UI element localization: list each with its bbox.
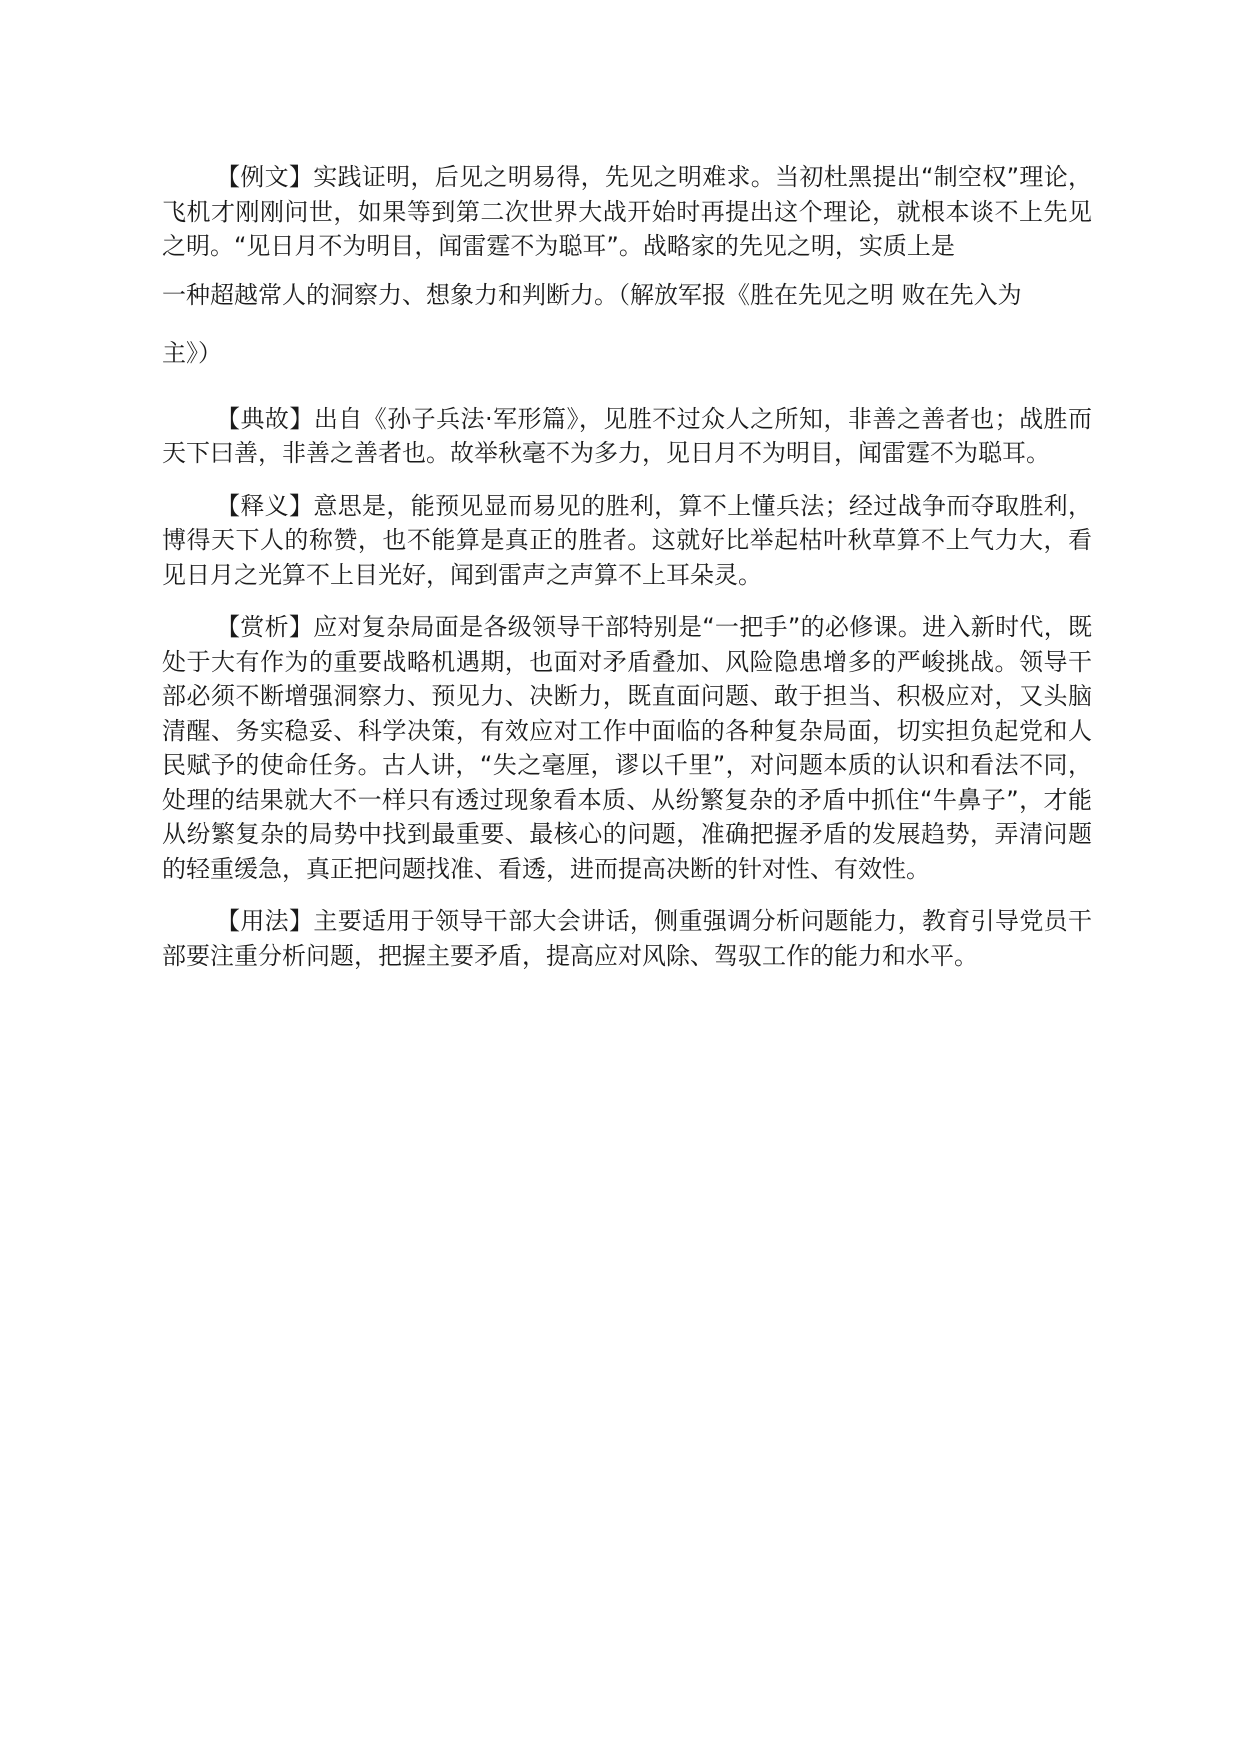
usage-text: 主要适用于领导干部大会讲话，侧重强调分析问题能力，教育引导党员干部要注重分析问题，把握主要矛盾，提高应对风除、驾驭工作的能力和水平。 <box>162 907 1093 970</box>
usage-paragraph <box>162 904 1092 973</box>
example-text-line-3: 主》） <box>162 338 222 367</box>
analysis-paragraph <box>162 610 1092 886</box>
document-page <box>162 160 1092 973</box>
example-text: 实践证明，后见之明易得，先见之明难求。当初杜黑提出“制空权”理论，飞机才刚刚问世，如果等到第二次世界大战开始时再提出这个理论，就根本谈不上先见之明。“见日月不为明目，闻雷霆不为聪耳”。战略家的先见之明，实质上是 <box>162 163 1093 260</box>
example-text-line-2: 一种超越常人的洞察力、想象力和判断力。（解放军报《胜在先见之明 败在先入为 <box>162 280 1022 309</box>
usage-tag: 【用法】 <box>216 907 314 935</box>
meaning-paragraph <box>162 489 1092 593</box>
analysis-text: 应对复杂局面是各级领导干部特别是“一把手”的必修课。进入新时代，既处于大有作为的重要战略机遇期，也面对矛盾叠加、风险隐患增多的严峻挑战。领导干部必须不断增强洞察力、预见力、决断力，既直面问题、敢于担当、积极应对，又头脑清醒、务实稳妥、科学决策，有效应对工作中面临的各种复杂局面，切实担负起党和人民赋予的使命任务。古人讲，“失之毫厘，谬以千里”，对问题本质的认识和看法不同，处理的结果就大不一样只有透过现象看本质、从纷繁复杂的矛盾中抓住“牛鼻子”，才能从纷繁复杂的局势中找到最重要、最核心的问题，准确把握矛盾的发展趋势，弄清问题的轻重缓急，真正把问题找准、看透，进而提高决断的针对性、有效性。 <box>162 613 1093 883</box>
allusion-text: 出自《孙子兵法·军形篇》，见胜不过众人之所知，非善之善者也；战胜而天下曰善，非善之善者也。故举秋毫不为多力，见日月不为明目，闻雷霆不为聪耳。 <box>162 404 1092 467</box>
example-paragraph <box>162 160 1092 380</box>
allusion-paragraph <box>162 402 1092 471</box>
allusion-tag: 【典故】 <box>216 404 314 433</box>
analysis-tag: 【赏析】 <box>216 613 314 641</box>
example-tag: 【例文】 <box>216 163 314 191</box>
meaning-text: 意思是，能预见显而易见的胜利，算不上懂兵法；经过战争而夺取胜利，博得天下人的称赞，也不能算是真正的胜者。这就好比举起枯叶秋草算不上气力大，看见日月之光算不上目光好，闻到雷声之声算不上耳朵灵。 <box>162 491 1093 589</box>
meaning-tag: 【释义】 <box>216 491 314 520</box>
